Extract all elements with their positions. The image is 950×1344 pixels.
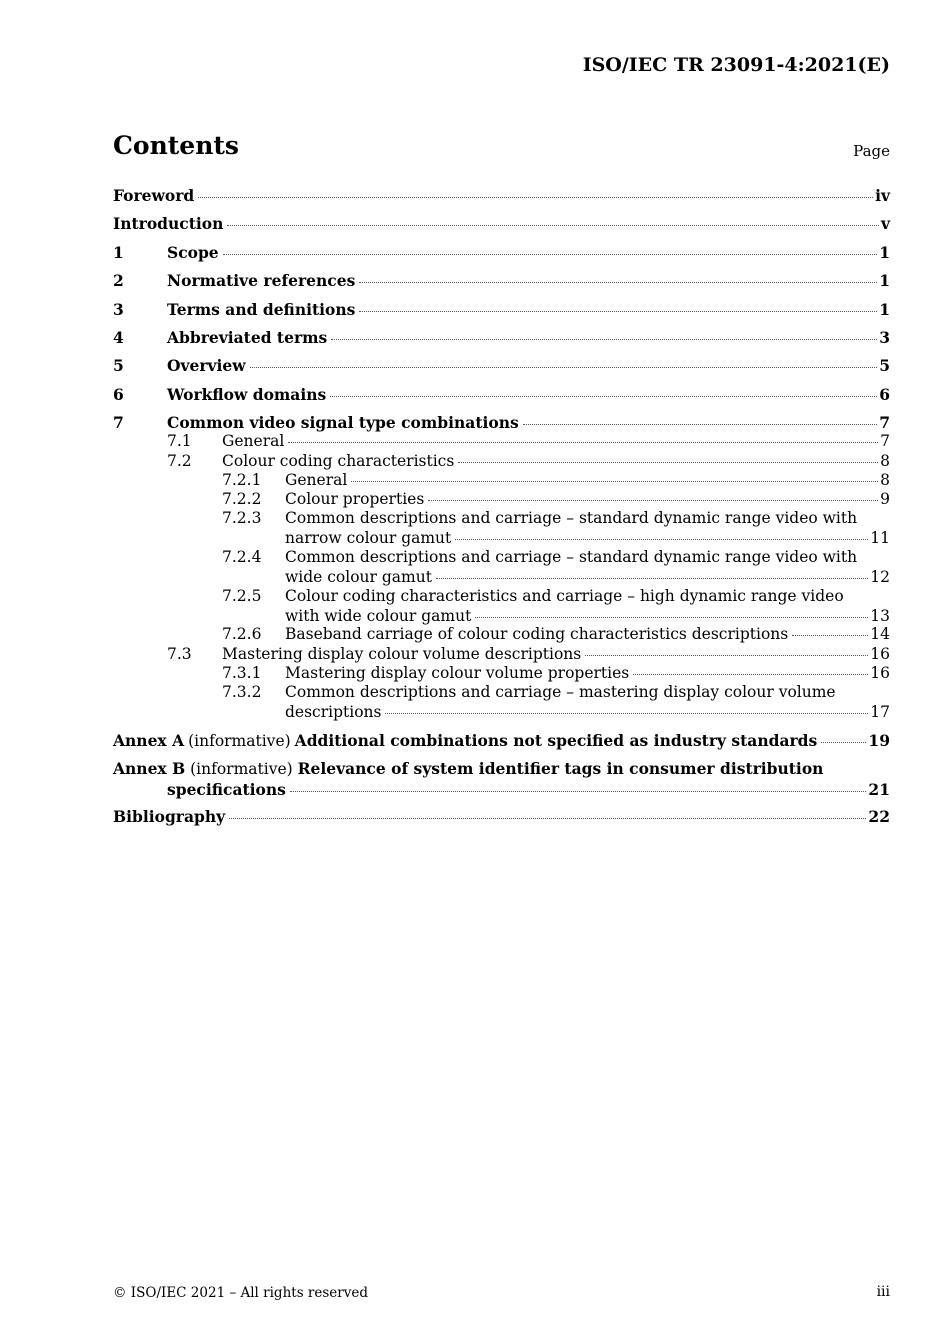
toc-entry-title: Abbreviated terms bbox=[167, 328, 328, 347]
toc-entry-lead-text: Relevance of system identifier tags in consumer distribution bbox=[297, 759, 824, 778]
toc-leader-dots bbox=[633, 674, 868, 675]
toc-entry-title: descriptions bbox=[285, 702, 382, 721]
toc-entry-title: Scope bbox=[167, 243, 219, 262]
toc-entry-page: 8 bbox=[880, 452, 890, 470]
toc-entry-page: v bbox=[880, 214, 890, 233]
toc-entry-lead: Common descriptions and carriage – standard dynamic range video with bbox=[285, 548, 858, 566]
toc-entry-title: Mastering display colour volume descriptions bbox=[222, 645, 582, 663]
toc-leader-dots bbox=[331, 339, 877, 340]
annex-label: Annex A bbox=[113, 731, 185, 750]
toc-entry-page: 16 bbox=[870, 645, 890, 663]
toc-entry-page: 14 bbox=[870, 625, 890, 643]
toc-entry-page: 1 bbox=[879, 243, 890, 262]
toc-entry-page: 17 bbox=[870, 702, 890, 721]
toc-entry-title: Colour coding characteristics bbox=[222, 452, 455, 470]
toc-leader-dots bbox=[359, 282, 877, 283]
toc-leader-dots bbox=[523, 424, 877, 425]
toc-entry-title: with wide colour gamut bbox=[285, 606, 472, 625]
toc-entry-title: Mastering display colour volume properties bbox=[285, 664, 630, 682]
toc-entry-lead bbox=[113, 759, 890, 780]
toc-entry-title: General bbox=[222, 432, 285, 450]
annex-type: (informative) bbox=[188, 732, 291, 750]
toc-leader-dots bbox=[290, 791, 867, 792]
toc-entry-number: 7.1 bbox=[167, 432, 192, 450]
toc-entry-number: 2 bbox=[113, 271, 124, 290]
toc-entry-page: iv bbox=[875, 186, 890, 205]
toc-leader-dots bbox=[385, 713, 868, 714]
toc-entry-title: Overview bbox=[167, 356, 246, 375]
annex-label: Annex B bbox=[113, 759, 186, 778]
toc-entry-number: 5 bbox=[113, 356, 124, 375]
toc-entry-page: 1 bbox=[879, 300, 890, 319]
toc-leader-dots bbox=[223, 254, 878, 255]
toc-leader-dots bbox=[475, 617, 868, 618]
toc-entry-title: Terms and definitions bbox=[167, 300, 356, 319]
toc-leader-dots bbox=[351, 481, 878, 482]
toc-entry-number: 7.3.2 bbox=[222, 683, 262, 701]
toc-entry-page: 9 bbox=[880, 490, 890, 508]
toc-entry-number: 7 bbox=[113, 413, 124, 432]
toc-entry-page: 11 bbox=[870, 528, 890, 547]
annex-type: (informative) bbox=[190, 760, 293, 778]
toc-leader-dots bbox=[227, 225, 879, 226]
toc-entry-page: 8 bbox=[880, 471, 890, 489]
contents-heading: Contents bbox=[113, 131, 240, 160]
toc-entry-title: narrow colour gamut bbox=[285, 528, 452, 547]
toc-entry-title: Normative references bbox=[167, 271, 356, 290]
toc-entry-number: 3 bbox=[113, 300, 124, 319]
toc-entry-page: 22 bbox=[868, 807, 890, 826]
copyright-notice: © ISO/IEC 2021 – All rights reserved bbox=[113, 1285, 368, 1301]
toc-entry-number: 7.3 bbox=[167, 645, 192, 663]
toc-entry-number: 7.2.2 bbox=[222, 490, 262, 508]
toc-entry-number: 7.2 bbox=[167, 452, 192, 470]
toc-entry-number: 7.3.1 bbox=[222, 664, 262, 682]
toc-entry-page: 21 bbox=[868, 779, 890, 799]
toc-leader-dots bbox=[288, 442, 878, 443]
toc-entry-title: Workflow domains bbox=[167, 385, 327, 404]
toc-entry-lead: Common descriptions and carriage – mastering display colour volume bbox=[285, 683, 836, 701]
toc-leader-dots bbox=[585, 655, 868, 656]
toc-entry-title: specifications bbox=[167, 779, 286, 799]
toc-entry-number: 7.2.3 bbox=[222, 509, 262, 527]
toc-leader-dots bbox=[428, 500, 878, 501]
toc-entry-number: 7.2.4 bbox=[222, 548, 262, 566]
toc-leader-dots bbox=[250, 367, 878, 368]
toc-entry-title: Introduction bbox=[113, 214, 224, 233]
toc-entry-page: 13 bbox=[870, 606, 890, 625]
toc-entry-page: 12 bbox=[870, 567, 890, 586]
toc-leader-dots bbox=[330, 396, 877, 397]
toc-leader-dots bbox=[198, 197, 873, 198]
toc-entry-title: Foreword bbox=[113, 186, 195, 205]
toc-leader-dots bbox=[455, 539, 868, 540]
toc-entry-lead: Common descriptions and carriage – standard dynamic range video with bbox=[285, 509, 858, 527]
toc-entry-page: 5 bbox=[879, 356, 890, 375]
page-column-label: Page bbox=[853, 142, 890, 160]
toc-entry-page: 19 bbox=[868, 731, 890, 750]
page-number: iii bbox=[876, 1284, 890, 1300]
toc-entry-title: wide colour gamut bbox=[285, 567, 432, 586]
toc-entry-lead: Colour coding characteristics and carriage – high dynamic range video bbox=[285, 587, 844, 605]
toc-entry-title: Bibliography bbox=[113, 807, 226, 826]
document-code: ISO/IEC TR 23091-4:2021(E) bbox=[582, 54, 890, 76]
toc-entry-title: Common video signal type combinations bbox=[167, 413, 519, 432]
toc-entry-title: Colour properties bbox=[285, 490, 425, 508]
toc-entry-number: 7.2.1 bbox=[222, 471, 262, 489]
toc-leader-dots bbox=[792, 635, 868, 636]
toc-entry-number: 1 bbox=[113, 243, 124, 262]
toc-entry-number: 4 bbox=[113, 328, 124, 347]
toc-entry-title: Additional combinations not specified as industry standards bbox=[294, 731, 818, 750]
toc-entry-number: 7.2.5 bbox=[222, 587, 262, 605]
toc-leader-dots bbox=[436, 578, 868, 579]
toc-entry-page: 7 bbox=[880, 432, 890, 450]
toc-entry-page: 3 bbox=[879, 328, 890, 347]
toc-leader-dots bbox=[359, 311, 877, 312]
toc-entry-number: 6 bbox=[113, 385, 124, 404]
toc-entry-page: 1 bbox=[879, 271, 890, 290]
toc-entry-page: 16 bbox=[870, 664, 890, 682]
toc-entry-page: 6 bbox=[879, 385, 890, 404]
toc-entry-title: Baseband carriage of colour coding characteristics descriptions bbox=[285, 625, 789, 643]
toc-entry-number: 7.2.6 bbox=[222, 625, 262, 643]
toc-entry-title: General bbox=[285, 471, 348, 489]
toc-entry-page: 7 bbox=[879, 413, 890, 432]
toc-leader-dots bbox=[229, 818, 866, 819]
toc-leader-dots bbox=[821, 742, 866, 743]
toc-leader-dots bbox=[458, 462, 878, 463]
